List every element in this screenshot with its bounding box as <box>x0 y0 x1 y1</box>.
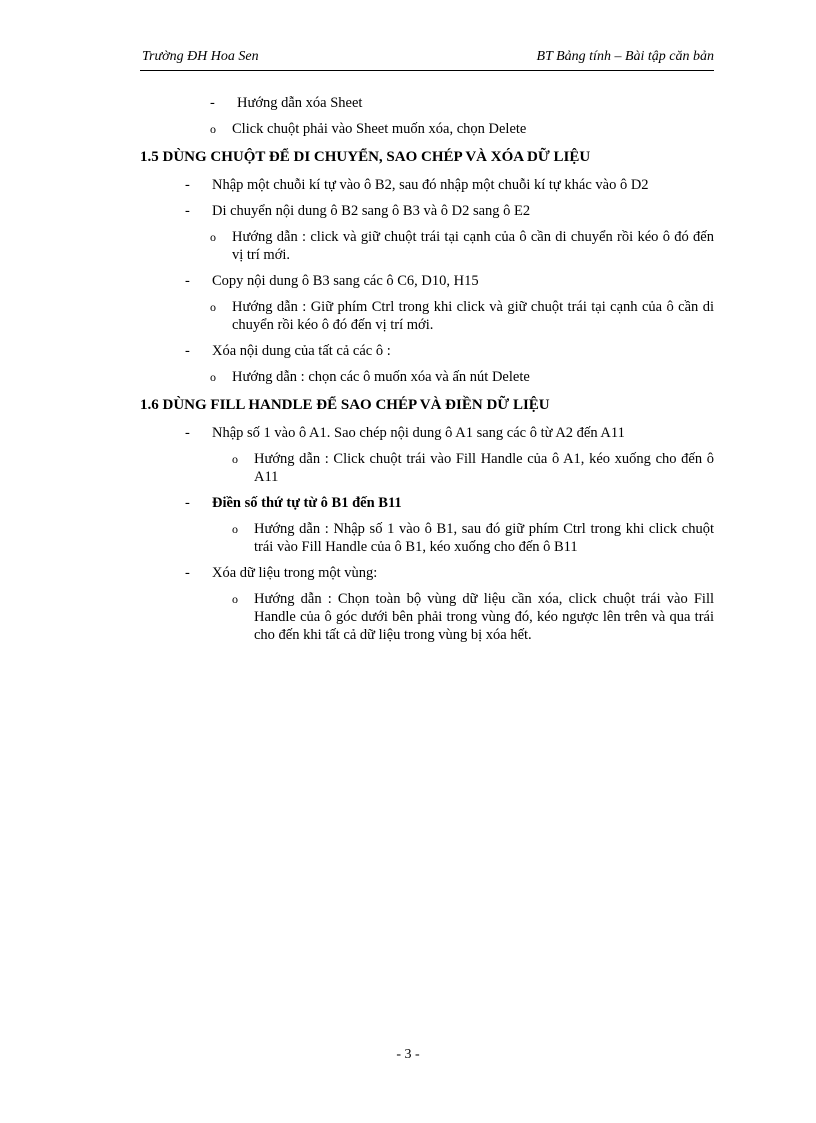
header-school: Trường ĐH Hoa Sen <box>142 49 259 64</box>
header-divider <box>140 70 714 71</box>
list-item-text: Hướng dẫn : Nhập số 1 vào ô B1, sau đó giữ phím Ctrl trong khi click chuột trái vào Fill Handle của ô B1, kéo xuống cho đến ô B11 <box>254 521 714 555</box>
list-item-text: Hướng dẫn : click và giữ chuột trái tại cạnh của ô cần di chuyển rồi kéo ô đó đến vị trí mới. <box>232 229 714 263</box>
list-item-text: Di chuyển nội dung ô B2 sang ô B3 và ô D2 sang ô E2 <box>212 203 531 219</box>
section-heading: 1.6 DÙNG FILL HANDLE ĐỂ SAO CHÉP VÀ ĐIỀN DỮ LIỆU <box>140 397 550 413</box>
dash-bullet: - <box>185 425 190 441</box>
list-item <box>185 424 714 442</box>
dash-bullet: - <box>185 495 190 511</box>
list-item-text: Nhập một chuỗi kí tự vào ô B2, sau đó nhập một chuỗi kí tự khác vào ô D2 <box>212 177 649 193</box>
dash-bullet: - <box>185 203 190 219</box>
dash-bullet: - <box>210 95 215 111</box>
list-item <box>185 202 714 220</box>
list-item-text: Hướng dẫn : Chọn toàn bộ vùng dữ liệu cần xóa, click chuột trái vào Fill Handle của ô góc dưới bên phải trong vùng đó, kéo ngược lên trên và qua trái cho đến khi tất cả dữ liệu trong vùng bị xóa hết. <box>254 591 714 643</box>
dash-bullet: - <box>185 565 190 581</box>
list-item <box>232 520 714 556</box>
section-heading: 1.5 DÙNG CHUỘT ĐỂ DI CHUYỂN, SAO CHÉP VÀ XÓA DỮ LIỆU <box>140 149 591 165</box>
list-item-text: Xóa dữ liệu trong một vùng: <box>212 565 378 581</box>
list-item-text: Hướng dẫn : chọn các ô muốn xóa và ấn nút Delete <box>232 369 530 385</box>
list-item-text: Điền số thứ tự từ ô B1 đến B11 <box>212 495 402 511</box>
dash-bullet: - <box>185 177 190 193</box>
list-item-text: Click chuột phải vào Sheet muốn xóa, chọn Delete <box>232 121 527 137</box>
circle-bullet: o <box>210 230 216 244</box>
list-item <box>210 228 714 264</box>
circle-bullet: o <box>232 522 238 536</box>
page-number: - 3 - <box>396 1047 420 1062</box>
dash-bullet: - <box>185 273 190 289</box>
list-item <box>185 564 714 582</box>
circle-bullet: o <box>210 300 216 314</box>
circle-bullet: o <box>210 122 216 136</box>
circle-bullet: o <box>232 452 238 466</box>
page-content <box>140 94 714 644</box>
list-item-text: Nhập số 1 vào ô A1. Sao chép nội dung ô A1 sang các ô từ A2 đến A11 <box>212 425 625 441</box>
list-item-text: Hướng dẫn : Giữ phím Ctrl trong khi click và giữ chuột trái tại cạnh của ô cần di chuyển rồi kéo ô đó đến vị trí mới. <box>232 299 714 333</box>
list-item-text: Hướng dẫn : Click chuột trái vào Fill Handle của ô A1, kéo xuống cho đến ô A11 <box>254 451 714 485</box>
list-item <box>185 342 714 360</box>
list-item <box>210 368 714 386</box>
header-course: BT Bảng tính – Bài tập căn bản <box>536 49 714 64</box>
circle-bullet: o <box>232 592 238 606</box>
list-item <box>185 272 714 290</box>
list-item <box>210 298 714 334</box>
list-item <box>232 590 714 644</box>
list-item-text: Hướng dẫn xóa Sheet <box>237 95 363 111</box>
list-item-text: Copy nội dung ô B3 sang các ô C6, D10, H15 <box>212 273 479 289</box>
list-item <box>210 120 714 138</box>
list-item <box>232 450 714 486</box>
list-item <box>185 176 714 194</box>
list-item <box>185 494 714 512</box>
dash-bullet: - <box>185 343 190 359</box>
list-item <box>210 94 714 112</box>
circle-bullet: o <box>210 370 216 384</box>
list-item-text: Xóa nội dung của tất cả các ô : <box>212 343 391 359</box>
